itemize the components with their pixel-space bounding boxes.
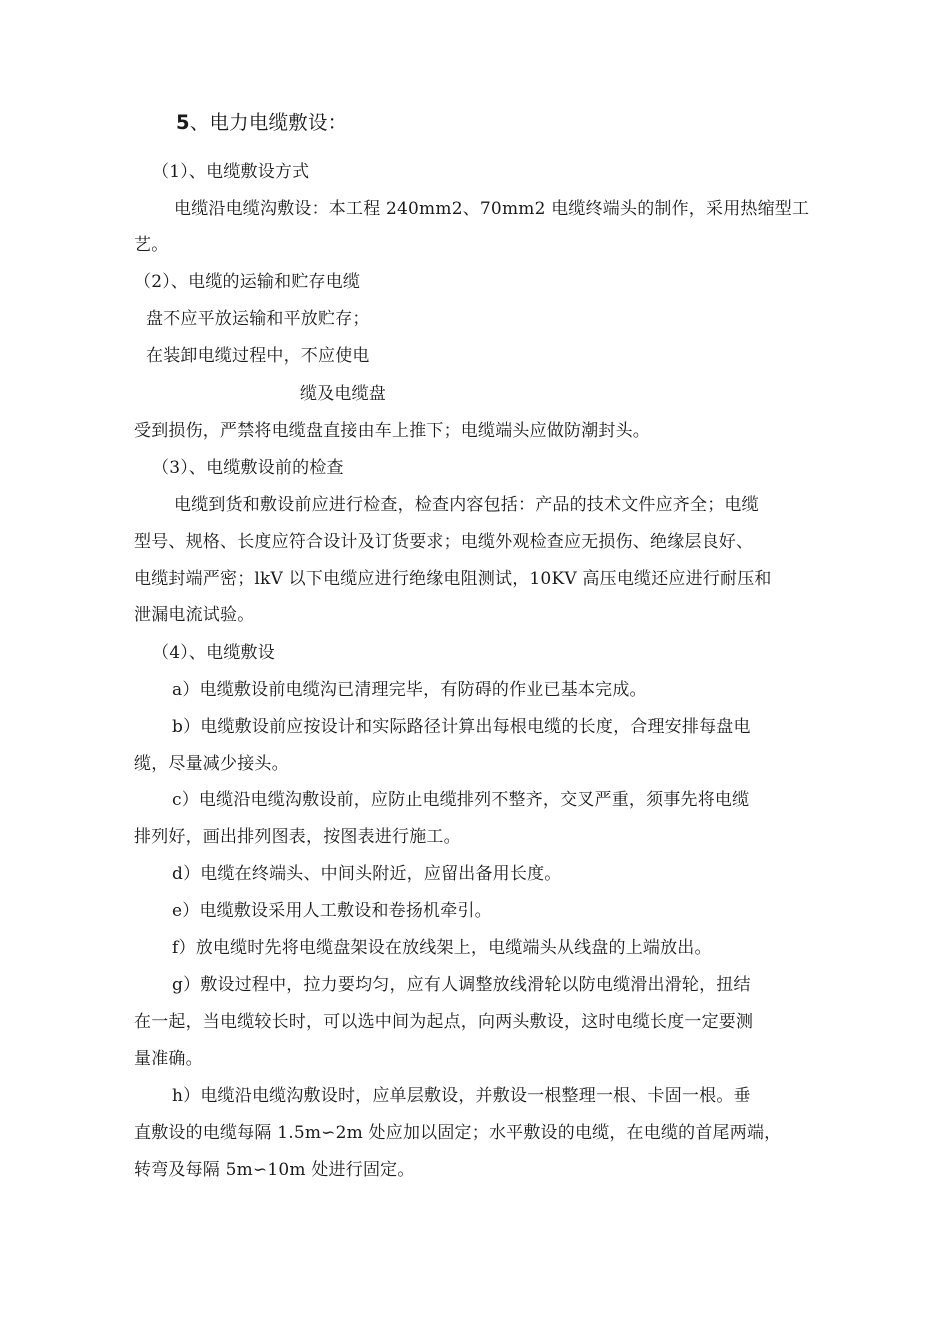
paragraph-line: 盘不应平放运输和平放贮存； [146, 309, 370, 329]
subheading-1: （1）、电缆敷设方式 [152, 162, 310, 182]
list-item-g-cont: 量准确。 [134, 1049, 203, 1069]
paragraph-line: 电缆沿电缆沟敷设：本工程 240mm2、70mm2 电缆终端头的制作，采用热缩型工 [174, 199, 810, 219]
paragraph-line: 泄漏电流试验。 [134, 605, 255, 625]
list-item-g: g）敷设过程中，拉力要均匀，应有人调整放线滑轮以防电缆滑出滑轮，扭结 [172, 975, 751, 995]
subheading-4: （4）、电缆敷设 [152, 643, 275, 663]
list-item-g-cont: 在一起，当电缆较长时，可以选中间为起点，向两头敷设，这时电缆长度一定要测 [134, 1012, 754, 1032]
paragraph-line: 型号、规格、长度应符合设计及订货要求；电缆外观检查应无损伤、绝缘层良好、 [134, 532, 754, 552]
paragraph-line: 受到损伤，严禁将电缆盘直接由车上推下；电缆端头应做防潮封头。 [134, 421, 650, 441]
list-item-h: h）电缆沿电缆沟敷设时，应单层敷设，并敷设一根整理一根、卡固一根。垂 [172, 1086, 751, 1106]
list-item-h-cont: 直敷设的电缆每隔 1.5m∽2m 处应加以固定；水平敷设的电缆，在电缆的首尾两端， [134, 1123, 782, 1143]
list-item-c: c）电缆沿电缆沟敷设前，应防止电缆排列不整齐，交叉严重，须事先将电缆 [172, 790, 750, 810]
list-item-e: e）电缆敷设采用人工敷设和卷扬机牵引。 [172, 901, 492, 921]
list-item-d: d）电缆在终端头、中间头附近，应留出备用长度。 [172, 864, 562, 884]
subheading-2: （2）、电缆的运输和贮存电缆 [134, 272, 361, 292]
paragraph-line: 缆及电缆盘 [300, 384, 386, 404]
list-item-a: a）电缆敷设前电缆沟已清理完毕，有防碍的作业已基本完成。 [172, 680, 647, 700]
section-number: 5 [176, 111, 190, 134]
list-item-b: b）电缆敷设前应按设计和实际路径计算出每根电缆的长度，合理安排每盘电 [172, 717, 751, 737]
section-title-text: 、电力电缆敷设： [189, 111, 348, 134]
list-item-h-cont: 转弯及每隔 5m∽10m 处进行固定。 [134, 1160, 415, 1180]
list-item-c-cont: 排列好，画出排列图表，按图表进行施工。 [134, 827, 461, 847]
paragraph-line: 在装卸电缆过程中，不应使电 [146, 346, 370, 366]
list-item-f: f）放电缆时先将电缆盘架设在放线架上，电缆端头从线盘的上端放出。 [172, 938, 712, 958]
paragraph-line: 电缆封端严密；lkV 以下电缆应进行绝缘电阻测试，10KV 高压电缆还应进行耐压和 [134, 569, 772, 589]
paragraph-line: 艺。 [134, 235, 169, 255]
subheading-3: （3）、电缆敷设前的检查 [152, 458, 344, 478]
section-title [0, 113, 950, 133]
paragraph-line: 电缆到货和敷设前应进行检查，检查内容包括：产品的技术文件应齐全；电缆 [174, 495, 759, 515]
list-item-b-cont: 缆，尽量减少接头。 [134, 754, 289, 774]
